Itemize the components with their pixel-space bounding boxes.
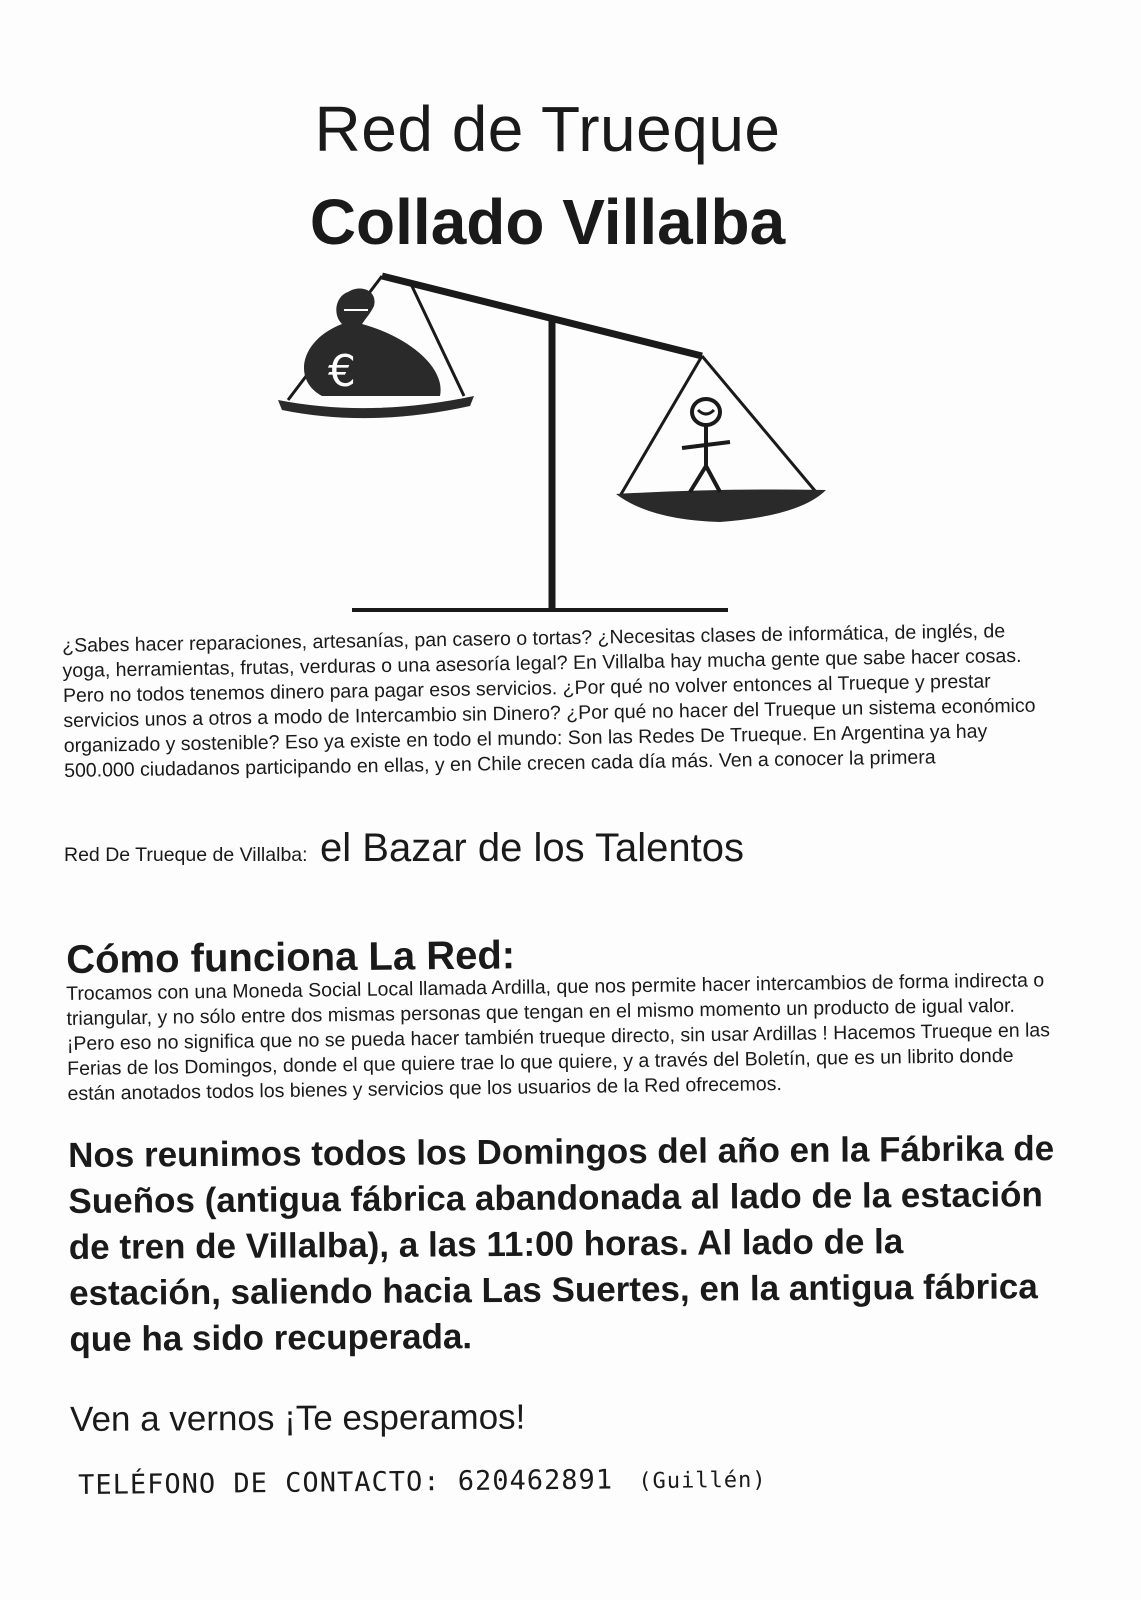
contact-note: (Guillén) (638, 1467, 767, 1495)
title-line-1: Red de Trueque (314, 93, 781, 165)
bazar-highlight: el Bazar de los Talentos (320, 826, 744, 870)
left-pan (278, 396, 474, 418)
balance-scale-icon (270, 270, 840, 630)
closing-invitation: Ven a vernos ¡Te esperamos! (70, 1397, 526, 1439)
intro-paragraph: ¿Sabes hacer reparaciones, artesanías, pan casero o tortas? ¿Necesitas clases de informática, de inglés, de yoga, herramientas, frutas, verduras o una asesoría legal? En Villalba hay mucha gente que sabe hacer cosas. Pero no todos tenemos dinero para pagar esos servicios. ¿Por qué no volver entonces al Trueque y prestar servicios unos a otros a modo de Intercambio sin Dinero? ¿Por qué no hacer del Trueque un sistema económico organizado y sostenible? Eso ya existe en todo el mundo: Son las Redes De Trueque. En Argentina ya hay 500.000 ciudadanos participando en ellas, y en Chile crecen cada día más. Ven a conocer la primera (62, 620, 1036, 782)
intro-closing-line (64, 826, 1054, 871)
meeting-info: Nos reunimos todos los Domingos del año en la Fábrika de Sueños (antigua fábrica abandonada al lado de la estación de tren de Villalba), a las 11:00 horas. Al lado de la estación, saliendo hacia Las Suertes, en la antigua fábrica que ha sido recuperada. (68, 1129, 1055, 1359)
how-it-works-heading: Cómo funciona La Red: (66, 933, 516, 982)
scale-beam (382, 276, 702, 356)
contact-line (78, 1463, 767, 1501)
intro-lead-in: Red De Trueque de Villalba: (64, 844, 308, 866)
how-it-works-paragraph: Trocamos con una Moneda Social Local llamada Ardilla, que nos permite hacer intercambios de forma indirecta o triangular, y no sólo entre dos mismas personas que tengan en el mismo momento un producto de igual valor. ¡Pero eso no significa que no se pueda hacer también trueque directo, sin usar Ardillas ! Hacemos Trueque en las Ferias de los Domingos, donde el que quiere trae lo que quiere, y a través del Boletín, que es un librito donde están anotados todos los bienes y servicios que los usuarios de la Red ofrecemos. (66, 969, 1051, 1105)
right-pan (616, 490, 826, 523)
euro-symbol: € (328, 346, 356, 397)
contact-label: TELÉFONO DE CONTACTO: (78, 1466, 441, 1501)
contact-phone: 620462891 (457, 1464, 614, 1498)
stick-figure-icon (682, 399, 730, 492)
title-line-2: Collado Villalba (309, 186, 786, 258)
